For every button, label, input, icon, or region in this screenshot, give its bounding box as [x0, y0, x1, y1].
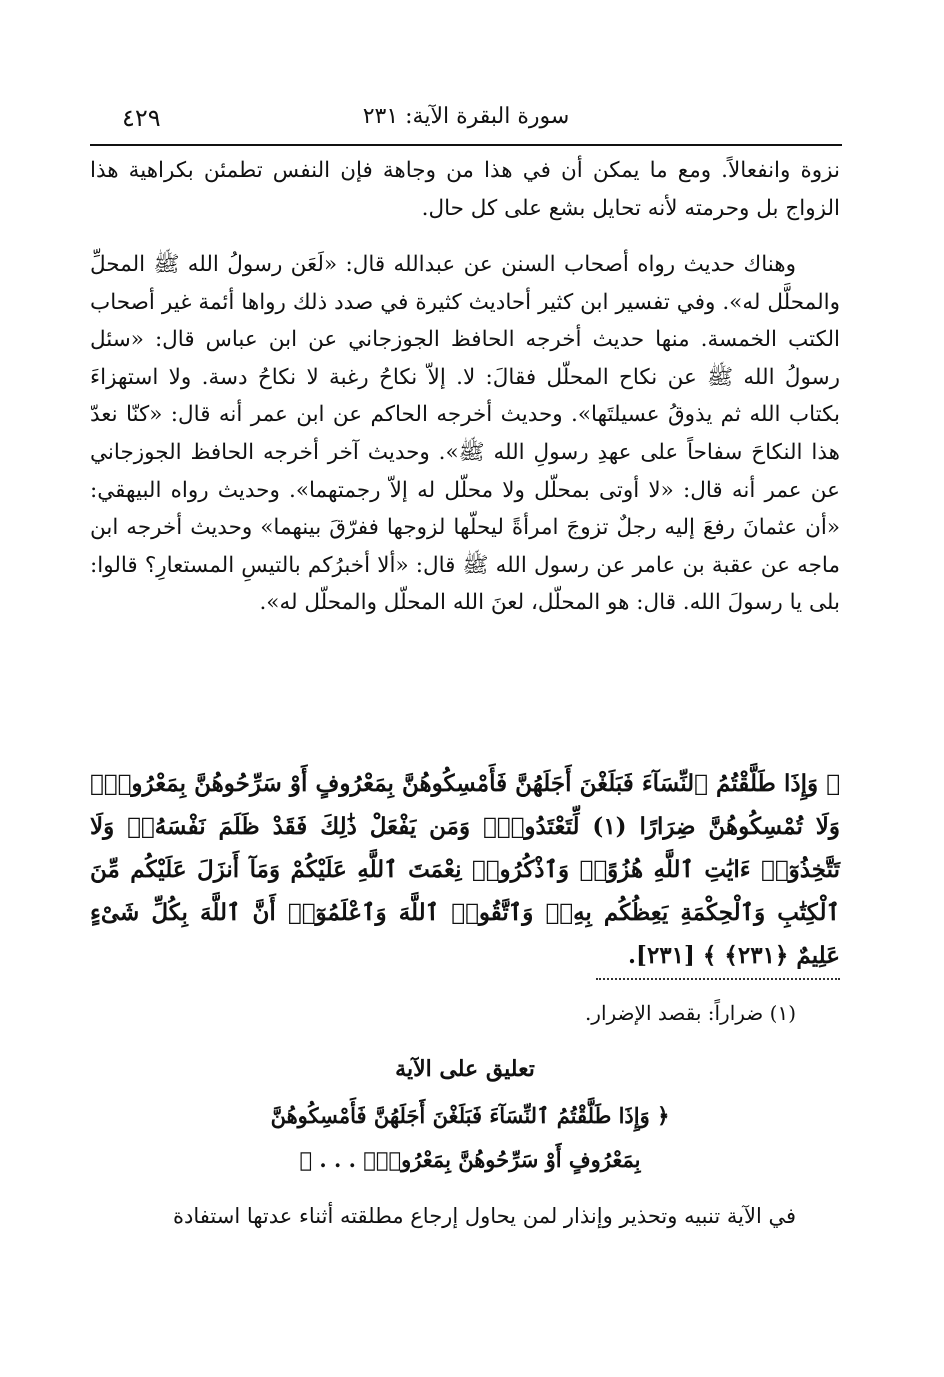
quran-verse: ﴿ وَإِذَا طَلَّقْتُمُ ٱلنِّسَآءَ فَبَلَغْنَ أَجَلَهُنَّ فَأَمْسِكُوهُنَّ بِمَعْرُوفٍ أَوْ سَرِّحُوهُنَّ بِمَعْرُوفٍۚ وَلَا تُمْسِكُوهُنَّ ضِرَارًا (١) لِّتَعْتَدُوا۟ۚ وَمَن يَفْعَلْ ذَٰلِكَ فَقَدْ ظَلَمَ نَفْسَهُۥۚ وَلَا تَتَّخِذُوٓا۟ ءَايَٰتِ ٱللَّهِ هُزُوًاۚ وَٱذْكُرُوا۟ نِعْمَتَ ٱللَّهِ عَلَيْكُمْ وَمَآ أَنزَلَ عَلَيْكُم مِّنَ ٱلْكِتَٰبِ وَٱلْحِكْمَةِ يَعِظُكُم بِهِۦۚ وَٱتَّقُوا۟ ٱللَّهَ وَٱعْلَمُوٓا۟ أَنَّ ٱللَّهَ بِكُلِّ شَىْءٍ عَلِيمٌ ﴿٢٣١﴾ ﴾ [٢٣١].: [90, 770, 840, 969]
commentary-text: في الآية تنبيه وتحذير وإنذار لمن يحاول إرجاع مطلقته أثناء عدتها استفادة: [173, 1204, 796, 1228]
section-verse: [220, 1094, 720, 1182]
page-header: [90, 100, 842, 140]
paragraph-text: نزوة وانفعالاً. ومع ما يمكن أن في هذا من وجاهة فإن النفس تطمئن بكراهية هذا الزواج بل وحرمته لأنه تحايل بشع على كل حال.: [90, 158, 840, 221]
paragraph-continuation: [90, 152, 840, 227]
section-verse-line: بِمَعْرُوفٍ أَوْ سَرِّحُوهُنَّ بِمَعْرُوفٍۚ . . . ﴾: [299, 1147, 641, 1172]
section-title: تعليق على الآية: [395, 1056, 535, 1082]
header-divider: [90, 144, 842, 146]
footnote-divider: [596, 978, 840, 980]
page-number: ٤٢٩: [122, 104, 161, 132]
paragraph-text: وهناك حديث رواه أصحاب السنن عن عبدالله قال: «لَعَن رسولُ الله ﷺ المحلِّ والمحلَّل له». وفي تفسير ابن كثير أحاديث كثيرة في صدد ذلك رواها أئمة غير أصحاب الكتب الخمسة. منها حديث أخرجه الحافظ الجوزجاني عن ابن عباس قال: «سئل رسولُ الله ﷺ عن نكاح المحلّل فقالَ: لا. إلاّ نكاحُ رغبة لا نكاحُ دسة. ولا استهزاءَ بكتاب الله ثم يذوقُ عسيلتَها». وحديث أخرجه الحاكم عن ابن عمر أنه قال: «كنّا نعدّ هذا النكاحَ سفاحاً على عهدِ رسولِ الله ﷺ». وحديث آخر أخرجه الحافظ الجوزجاني عن عمر أنه قال: «لا أوتى بمحلّل ولا محلّل له إلاّ رجمتهما». وحديث رواه البيهقي: «أن عثمانَ رفعَ إليه رجلٌ تزوجَ امرأةً ليحلّها لزوجها ففرّقَ بينهما» وحديث أخرجه ابن ماجه عن عقبة بن عامر عن رسول الله ﷺ قال: «ألا أخبرُكم بالتيسِ المستعارِ؟ قالوا: بلى يا رسولَ الله. قال: هو المحلّل، لعنَ الله المحلّل والمحلّل له».: [90, 252, 840, 616]
running-title: سورة البقرة الآية: ٢٣١: [362, 104, 570, 129]
paragraph-hadith: [90, 246, 840, 622]
section-verse-line: ﴿ وَإِذَا طَلَّقْتُمُ ٱلنِّسَآءَ فَبَلَغْنَ أَجَلَهُنَّ فَأَمْسِكُوهُنَّ: [270, 1103, 670, 1128]
footnote: (١) ضراراً: بقصد الإضرار.: [584, 1001, 796, 1025]
